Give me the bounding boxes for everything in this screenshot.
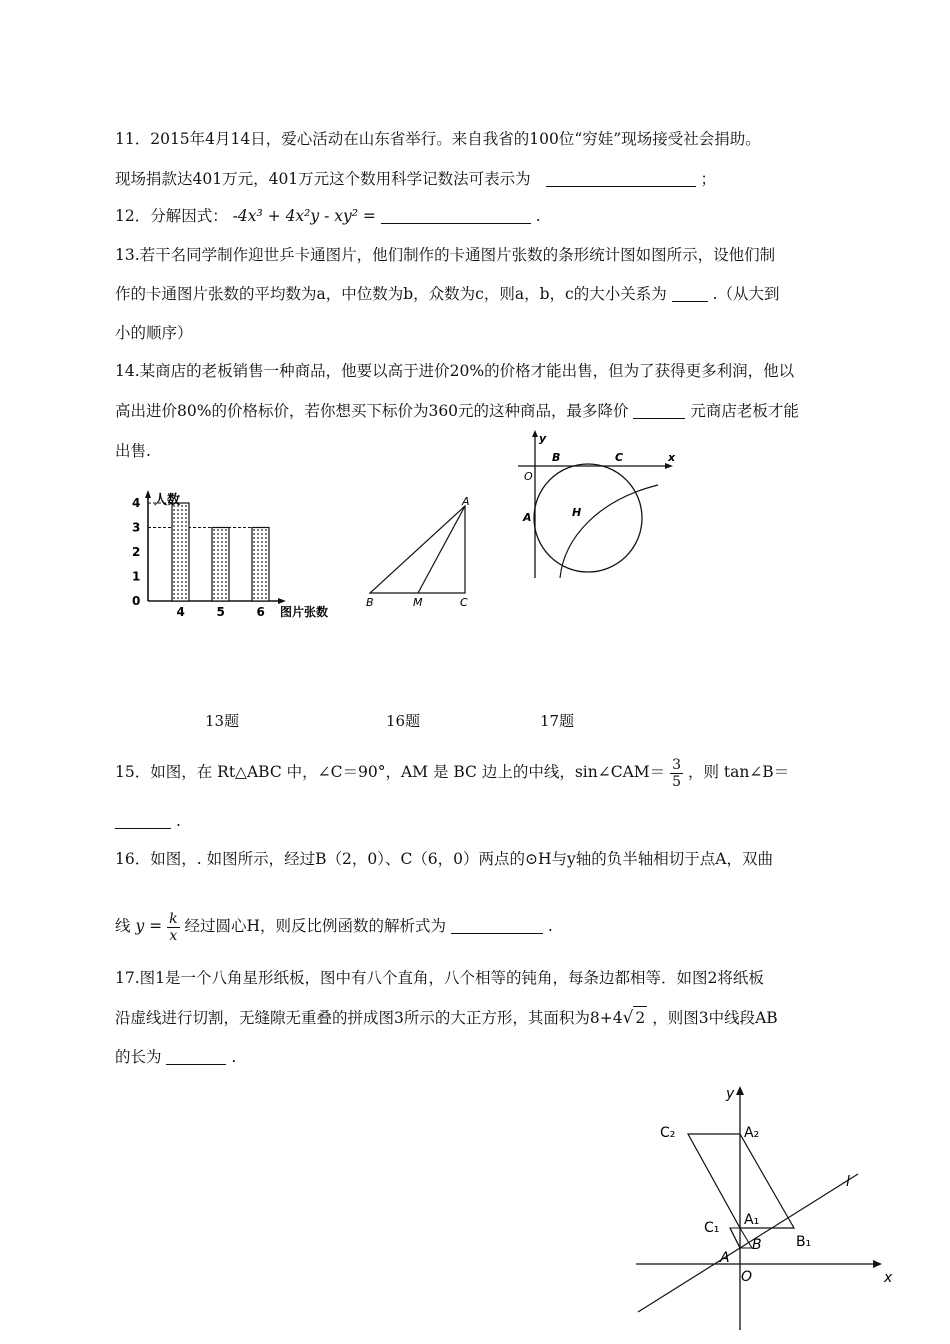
fig17-y-arrow: [532, 430, 538, 437]
fig13-ytick-label: 4: [132, 496, 141, 510]
caption-16: 16题: [386, 712, 421, 730]
q13-line2-tail: .（从大到: [712, 285, 780, 303]
q15-text: 15．如图，在 Rt△ABC 中，∠C＝90°，AM 是 BC 边上的中线，sin∠CAM＝: [115, 763, 666, 781]
q17-sqrt-value: 2: [633, 1006, 647, 1029]
q14-line2-text: 高出进价80%的价格标价，若你想买下标价为360元的这种商品，最多降价: [115, 402, 629, 420]
fig17-label-y: y: [539, 432, 547, 445]
fig13-xlabel: 图片张数: [280, 605, 329, 619]
bottom-line-l: [638, 1174, 858, 1312]
fig13-bar-chart: [112, 488, 344, 628]
fig16-label-c: C: [460, 596, 468, 609]
bottom-x-arrow: [873, 1260, 882, 1268]
q13-line2: [115, 283, 780, 305]
fig17-circle-figure: [508, 428, 680, 588]
q16-line2: [115, 906, 553, 946]
q14-line1: 14.某商店的老板销售一种商品，他要以高于进价20%的价格才能出售，但为了获得更多利润，他以: [115, 362, 795, 380]
q15-answer-line: [115, 810, 181, 832]
q16-frac-den: x: [169, 927, 178, 944]
q17-line1: 17.图1是一个八角星形纸板，图中有八个直角，八个相等的钝角，每条边都相等．如图2将纸板: [115, 969, 764, 987]
bottom-label-a1: A₁: [744, 1212, 760, 1228]
fig17-hyperbola: [560, 485, 658, 578]
q15-frac-num: 3: [672, 756, 681, 773]
q12-line: [115, 205, 541, 227]
q16-y-eq: y =: [135, 917, 163, 935]
q13-answer-blank[interactable]: [672, 285, 708, 302]
q11-line2: [115, 168, 716, 190]
fig13-xtick-label: 5: [216, 605, 225, 619]
fig17-label-o: O: [524, 470, 533, 483]
caption-17: 17题: [540, 712, 575, 730]
fig16-label-m: M: [413, 596, 423, 609]
q15-frac-den: 5: [672, 773, 681, 790]
q17-line2-pre: 沿虚线进行切割，无缝隙无重叠的拼成图3所示的大正方形，其面积为8+4: [115, 1009, 623, 1027]
bottom-segment-c1a: [730, 1228, 740, 1248]
q17-line2: [115, 1006, 778, 1029]
q14-answer-blank[interactable]: [633, 402, 685, 419]
q14-line2: [115, 400, 799, 422]
q16-line2-mid: 经过圆心H，则反比例函数的解析式为: [184, 917, 447, 935]
q17-line2-post: ，则图3中线段AB: [652, 1009, 778, 1027]
q15-answer-blank[interactable]: [115, 812, 171, 829]
q13-line3: 小的顺序）: [115, 324, 193, 342]
q11-line2-text: 现场捐款达401万元，401万元这个数用科学记数法可表示为: [115, 170, 531, 188]
q17-tail: .: [231, 1048, 237, 1066]
fig13-y-arrow: [145, 490, 151, 498]
q15-line: [115, 752, 789, 792]
caption-13: 13题: [205, 712, 240, 730]
q15-end: .: [175, 812, 181, 830]
q13-line1: 13.若干名同学制作迎世乒卡通图片，他们制作的卡通图片张数的条形统计图如图所示，设他们制: [115, 246, 776, 264]
fig13-xtick-label: 4: [176, 605, 185, 619]
bottom-y-arrow: [736, 1086, 744, 1095]
fig17-label-x: x: [668, 451, 676, 464]
q15-tail: ，则 tan∠B＝: [687, 763, 790, 781]
bottom-label-c2: C₂: [660, 1125, 676, 1141]
bottom-label-b: B: [752, 1237, 762, 1253]
q16-answer-blank[interactable]: [451, 917, 543, 934]
bottom-label-x: x: [884, 1270, 893, 1286]
q14-line3: 出售.: [115, 442, 151, 460]
bottom-label-l: l: [846, 1174, 850, 1190]
q16-line1: 16．如图，. 如图所示，经过B（2，0）、C（6，0）两点的⊙H与y轴的负半轴相切于点A，双曲: [115, 850, 773, 868]
bottom-label-y: y: [726, 1086, 735, 1102]
bottom-label-b1: B₁: [796, 1234, 812, 1250]
fig16-triangle-figure: [360, 496, 490, 614]
fig13-ytick-label: 2: [132, 545, 141, 559]
fig16-label-a: A: [462, 496, 470, 508]
fig13-bar-5: [212, 528, 229, 602]
q14-line2-tail: 元商店老板才能: [690, 402, 799, 420]
bottom-label-a2: A₂: [744, 1125, 760, 1141]
q17-answer-blank[interactable]: [166, 1048, 226, 1065]
fig13-ytick-label: 1: [132, 569, 141, 584]
fig17-label-b: B: [552, 451, 561, 464]
fig16-median-am: [418, 506, 465, 593]
bottom-coordinate-figure: [628, 1074, 908, 1336]
bottom-parallelogram-large: [688, 1134, 794, 1228]
q16-frac-num: k: [169, 910, 178, 927]
q15-fraction: [670, 757, 683, 790]
fig17-label-c: C: [615, 451, 624, 464]
fig13-bar-4: [172, 503, 189, 601]
q11-tail: ；: [700, 170, 717, 188]
q17-line3: [115, 1046, 236, 1068]
bottom-parallelogram-small: [730, 1228, 752, 1248]
q12-prefix: 12．分解因式：: [115, 207, 228, 225]
fig16-label-b: B: [366, 596, 374, 609]
q12-answer-blank[interactable]: [381, 207, 531, 224]
fig17-circle-h: [534, 464, 642, 572]
fig13-xtick-label: 6: [256, 605, 265, 619]
q17-line3-text: 的长为: [115, 1048, 162, 1066]
q12-tail: .: [535, 207, 541, 225]
q12-expression: -4x³ + 4x²y - xy² =: [232, 207, 376, 225]
q11-answer-blank[interactable]: [546, 170, 696, 187]
q16-tail: .: [547, 917, 553, 935]
fig13-ylabel: 人数: [154, 493, 181, 508]
q16-fraction: [167, 911, 179, 944]
fig17-label-h: H: [572, 506, 582, 519]
fig13-ytick-label: 3: [132, 520, 141, 535]
q13-line2-text: 作的卡通图片张数的平均数为a，中位数为b，众数为c，则a，b，c的大小关系为: [115, 285, 667, 303]
fig16-triangle-abc: [370, 506, 465, 593]
q16-line2-pre: 线: [115, 917, 131, 935]
fig17-label-a: A: [523, 511, 532, 524]
fig13-bar-6: [252, 528, 269, 602]
fig13-x-arrow: [278, 598, 286, 604]
q11-line1: 11．2015年4月14日，爱心活动在山东省举行。来自我省的100位“穷娃”现场接受社会捐助。: [115, 130, 761, 148]
q17-sqrt-sign: √: [622, 1008, 634, 1028]
bottom-label-a: A: [720, 1250, 730, 1266]
fig13-ytick-label: 0: [132, 594, 141, 608]
bottom-label-c1: C₁: [704, 1220, 720, 1236]
bottom-label-o: O: [741, 1269, 753, 1285]
